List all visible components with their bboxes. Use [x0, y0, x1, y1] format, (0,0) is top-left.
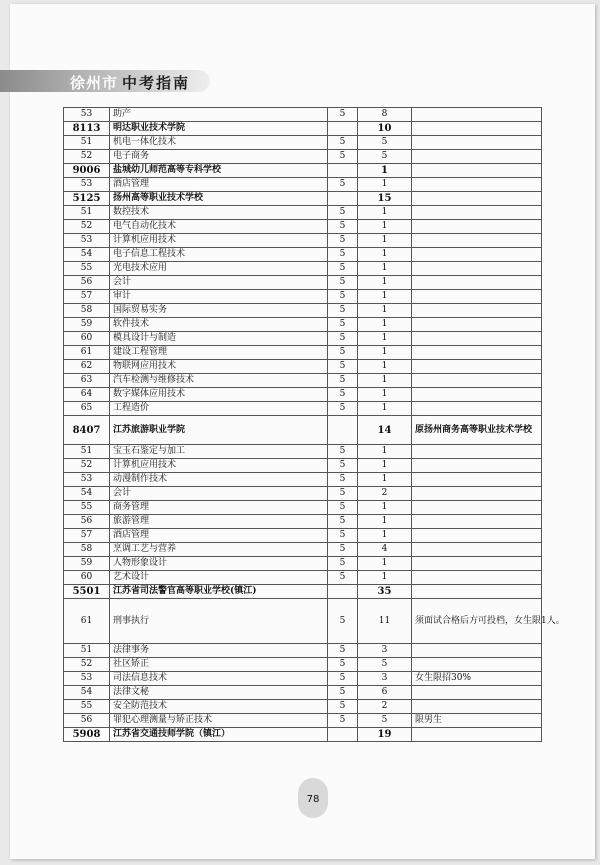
code-cell: 58 — [64, 543, 110, 557]
years-cell: 5 — [328, 332, 358, 346]
remark-cell — [412, 122, 542, 136]
major-row — [64, 543, 542, 557]
plan-count-cell: 1 — [358, 529, 412, 543]
remark-cell — [412, 290, 542, 304]
plan-count-cell: 6 — [358, 686, 412, 700]
code-cell: 51 — [64, 206, 110, 220]
plan-count-cell: 35 — [358, 585, 412, 599]
code-cell: 53 — [64, 178, 110, 192]
code-cell: 8113 — [64, 122, 110, 136]
remark-cell — [412, 136, 542, 150]
plan-count-cell: 3 — [358, 644, 412, 658]
code-cell: 5125 — [64, 192, 110, 206]
major-row — [64, 276, 542, 290]
plan-count-cell: 19 — [358, 728, 412, 742]
years-cell: 5 — [328, 388, 358, 402]
years-cell: 5 — [328, 150, 358, 164]
code-cell: 64 — [64, 388, 110, 402]
remark-cell: 女生限招30% — [412, 672, 542, 686]
code-cell: 60 — [64, 332, 110, 346]
plan-count-cell: 1 — [358, 304, 412, 318]
years-cell: 5 — [328, 248, 358, 262]
major-name-cell: 酒店管理 — [110, 529, 328, 543]
plan-count-cell: 1 — [358, 178, 412, 192]
code-cell: 5908 — [64, 728, 110, 742]
plan-count-cell: 1 — [358, 515, 412, 529]
plan-count-cell: 3 — [358, 672, 412, 686]
major-row — [64, 402, 542, 416]
major-name-cell: 软件技术 — [110, 318, 328, 332]
code-cell: 54 — [64, 686, 110, 700]
school-name-cell: 江苏旅游职业学院 — [110, 416, 328, 445]
major-row — [64, 374, 542, 388]
years-cell: 5 — [328, 220, 358, 234]
major-name-cell: 电子商务 — [110, 150, 328, 164]
major-name-cell: 法律事务 — [110, 644, 328, 658]
years-cell: 5 — [328, 276, 358, 290]
school-row — [64, 192, 542, 206]
major-row — [64, 388, 542, 402]
major-name-cell: 光电技术应用 — [110, 262, 328, 276]
major-name-cell: 数字媒体应用技术 — [110, 388, 328, 402]
plan-count-cell: 2 — [358, 487, 412, 501]
major-name-cell: 动漫制作技术 — [110, 473, 328, 487]
major-row — [64, 473, 542, 487]
major-name-cell: 建设工程管理 — [110, 346, 328, 360]
remark-cell — [412, 332, 542, 346]
plan-count-cell: 5 — [358, 150, 412, 164]
plan-count-cell: 1 — [358, 164, 412, 178]
years-cell: 5 — [328, 459, 358, 473]
years-cell: 5 — [328, 262, 358, 276]
major-row — [64, 150, 542, 164]
years-cell: 5 — [328, 487, 358, 501]
plan-count-cell: 1 — [358, 346, 412, 360]
years-cell: 5 — [328, 473, 358, 487]
major-name-cell: 社区矫正 — [110, 658, 328, 672]
years-cell: 5 — [328, 346, 358, 360]
years-cell: 5 — [328, 136, 358, 150]
code-cell: 55 — [64, 262, 110, 276]
major-name-cell: 商务管理 — [110, 501, 328, 515]
years-cell: 5 — [328, 108, 358, 122]
major-name-cell: 国际贸易实务 — [110, 304, 328, 318]
remark-cell — [412, 686, 542, 700]
major-row — [64, 658, 542, 672]
remark-cell — [412, 164, 542, 178]
plan-count-cell: 1 — [358, 332, 412, 346]
school-name-cell: 盐城幼儿师范高等专科学校 — [110, 164, 328, 178]
code-cell: 52 — [64, 658, 110, 672]
plan-count-cell: 1 — [358, 234, 412, 248]
remark-cell — [412, 473, 542, 487]
major-row — [64, 318, 542, 332]
plan-count-cell: 1 — [358, 248, 412, 262]
major-name-cell: 机电一体化技术 — [110, 136, 328, 150]
major-row — [64, 234, 542, 248]
major-row — [64, 136, 542, 150]
code-cell: 59 — [64, 557, 110, 571]
years-cell: 5 — [328, 360, 358, 374]
plan-count-cell: 1 — [358, 459, 412, 473]
header-title: 徐州市 — [70, 74, 119, 92]
plan-count-cell: 14 — [358, 416, 412, 445]
plan-count-cell: 11 — [358, 599, 412, 644]
major-row — [64, 571, 542, 585]
plan-count-cell: 1 — [358, 445, 412, 459]
code-cell: 54 — [64, 487, 110, 501]
code-cell: 52 — [64, 459, 110, 473]
code-cell: 5501 — [64, 585, 110, 599]
years-cell: 5 — [328, 234, 358, 248]
years-cell: 5 — [328, 304, 358, 318]
code-cell: 51 — [64, 136, 110, 150]
major-name-cell: 旅游管理 — [110, 515, 328, 529]
enrollment-table — [63, 107, 565, 742]
major-row — [64, 672, 542, 686]
code-cell: 58 — [64, 304, 110, 318]
major-row — [64, 304, 542, 318]
major-name-cell: 汽车检测与维修技术 — [110, 374, 328, 388]
years-cell — [328, 122, 358, 136]
years-cell: 5 — [328, 557, 358, 571]
major-row — [64, 714, 542, 728]
years-cell: 5 — [328, 515, 358, 529]
code-cell: 59 — [64, 318, 110, 332]
major-row — [64, 248, 542, 262]
remark-cell: 原扬州商务高等职业技术学校 — [412, 416, 542, 445]
major-name-cell: 审计 — [110, 290, 328, 304]
code-cell: 57 — [64, 529, 110, 543]
plan-count-cell: 1 — [358, 262, 412, 276]
remark-cell: 须面试合格后方可投档，女生限1人。 — [412, 599, 542, 644]
code-cell: 53 — [64, 473, 110, 487]
plan-count-cell: 15 — [358, 192, 412, 206]
major-row — [64, 206, 542, 220]
years-cell — [328, 416, 358, 445]
major-row — [64, 360, 542, 374]
code-cell: 56 — [64, 276, 110, 290]
major-row — [64, 178, 542, 192]
plan-count-cell: 5 — [358, 658, 412, 672]
school-row — [64, 728, 542, 742]
years-cell: 5 — [328, 543, 358, 557]
remark-cell — [412, 234, 542, 248]
remark-cell — [412, 346, 542, 360]
code-cell: 53 — [64, 234, 110, 248]
school-row — [64, 585, 542, 599]
plan-count-cell: 1 — [358, 290, 412, 304]
plan-count-cell: 1 — [358, 557, 412, 571]
years-cell: 5 — [328, 290, 358, 304]
plan-count-cell: 4 — [358, 543, 412, 557]
school-row — [64, 416, 542, 445]
remark-cell — [412, 150, 542, 164]
major-row — [64, 529, 542, 543]
major-name-cell: 模具设计与制造 — [110, 332, 328, 346]
years-cell: 5 — [328, 658, 358, 672]
major-row — [64, 290, 542, 304]
remark-cell — [412, 388, 542, 402]
remark-cell — [412, 501, 542, 515]
years-cell: 5 — [328, 318, 358, 332]
remark-cell — [412, 248, 542, 262]
years-cell: 5 — [328, 178, 358, 192]
code-cell: 56 — [64, 714, 110, 728]
remark-cell — [412, 543, 542, 557]
remark-cell — [412, 220, 542, 234]
major-name-cell: 安全防范技术 — [110, 700, 328, 714]
major-name-cell: 刑事执行 — [110, 599, 328, 644]
remark-cell — [412, 318, 542, 332]
header-logo-text: 中考指南 — [122, 74, 191, 92]
code-cell: 61 — [64, 599, 110, 644]
code-cell: 51 — [64, 445, 110, 459]
plan-count-cell: 10 — [358, 122, 412, 136]
remark-cell — [412, 459, 542, 473]
remark-cell — [412, 557, 542, 571]
school-row — [64, 164, 542, 178]
code-cell: 60 — [64, 571, 110, 585]
major-row — [64, 599, 542, 644]
major-name-cell: 助产 — [110, 108, 328, 122]
years-cell — [328, 164, 358, 178]
plan-count-cell: 1 — [358, 388, 412, 402]
plan-count-cell: 1 — [358, 374, 412, 388]
major-name-cell: 电气自动化技术 — [110, 220, 328, 234]
school-name-cell: 江苏省司法警官高等职业学校(镇江) — [110, 585, 328, 599]
code-cell: 55 — [64, 501, 110, 515]
major-name-cell: 宝玉石鉴定与加工 — [110, 445, 328, 459]
remark-cell — [412, 658, 542, 672]
plan-count-cell: 1 — [358, 571, 412, 585]
code-cell: 57 — [64, 290, 110, 304]
years-cell: 5 — [328, 529, 358, 543]
plan-count-cell: 1 — [358, 402, 412, 416]
years-cell: 5 — [328, 599, 358, 644]
major-name-cell: 人物形象设计 — [110, 557, 328, 571]
code-cell: 9006 — [64, 164, 110, 178]
plan-count-cell: 5 — [358, 136, 412, 150]
code-cell: 63 — [64, 374, 110, 388]
major-row — [64, 700, 542, 714]
major-row — [64, 686, 542, 700]
years-cell: 5 — [328, 700, 358, 714]
remark-cell — [412, 644, 542, 658]
code-cell: 65 — [64, 402, 110, 416]
code-cell: 8407 — [64, 416, 110, 445]
major-row — [64, 346, 542, 360]
remark-cell — [412, 192, 542, 206]
years-cell: 5 — [328, 206, 358, 220]
years-cell — [328, 192, 358, 206]
years-cell: 5 — [328, 374, 358, 388]
remark-cell — [412, 108, 542, 122]
remark-cell: 限男生 — [412, 714, 542, 728]
plan-count-cell: 1 — [358, 501, 412, 515]
years-cell — [328, 585, 358, 599]
major-row — [64, 332, 542, 346]
code-cell: 52 — [64, 220, 110, 234]
remark-cell — [412, 585, 542, 599]
plan-count-cell: 1 — [358, 318, 412, 332]
remark-cell — [412, 360, 542, 374]
major-row — [64, 515, 542, 529]
major-name-cell: 工程造价 — [110, 402, 328, 416]
remark-cell — [412, 206, 542, 220]
plan-count-cell: 1 — [358, 220, 412, 234]
major-name-cell: 罪犯心理测量与矫正技术 — [110, 714, 328, 728]
plan-count-cell: 8 — [358, 108, 412, 122]
major-row — [64, 220, 542, 234]
plan-count-cell: 1 — [358, 473, 412, 487]
remark-cell — [412, 487, 542, 501]
plan-count-cell: 1 — [358, 206, 412, 220]
major-row — [64, 459, 542, 473]
years-cell: 5 — [328, 501, 358, 515]
years-cell — [328, 728, 358, 742]
plan-count-cell: 5 — [358, 714, 412, 728]
code-cell: 54 — [64, 248, 110, 262]
major-name-cell: 司法信息技术 — [110, 672, 328, 686]
major-name-cell: 烹调工艺与营养 — [110, 543, 328, 557]
code-cell: 53 — [64, 672, 110, 686]
major-name-cell: 数控技术 — [110, 206, 328, 220]
major-row — [64, 501, 542, 515]
remark-cell — [412, 571, 542, 585]
code-cell: 55 — [64, 700, 110, 714]
remark-cell — [412, 529, 542, 543]
remark-cell — [412, 304, 542, 318]
plan-count-cell: 1 — [358, 360, 412, 374]
school-name-cell: 扬州高等职业技术学校 — [110, 192, 328, 206]
years-cell: 5 — [328, 571, 358, 585]
remark-cell — [412, 515, 542, 529]
remark-cell — [412, 262, 542, 276]
code-cell: 56 — [64, 515, 110, 529]
major-name-cell: 电子信息工程技术 — [110, 248, 328, 262]
major-name-cell: 物联网应用技术 — [110, 360, 328, 374]
major-name-cell: 会计 — [110, 276, 328, 290]
major-name-cell: 会计 — [110, 487, 328, 501]
plan-count-cell: 2 — [358, 700, 412, 714]
major-row — [64, 487, 542, 501]
remark-cell — [412, 728, 542, 742]
major-name-cell: 艺术设计 — [110, 571, 328, 585]
years-cell: 5 — [328, 402, 358, 416]
major-row — [64, 644, 542, 658]
years-cell: 5 — [328, 672, 358, 686]
code-cell: 51 — [64, 644, 110, 658]
page-number: 78 — [298, 778, 328, 818]
school-row — [64, 122, 542, 136]
remark-cell — [412, 700, 542, 714]
code-cell: 53 — [64, 108, 110, 122]
code-cell: 52 — [64, 150, 110, 164]
years-cell: 5 — [328, 714, 358, 728]
major-row — [64, 262, 542, 276]
major-name-cell: 酒店管理 — [110, 178, 328, 192]
major-name-cell: 计算机应用技术 — [110, 234, 328, 248]
remark-cell — [412, 374, 542, 388]
remark-cell — [412, 276, 542, 290]
major-row — [64, 445, 542, 459]
remark-cell — [412, 402, 542, 416]
major-row — [64, 557, 542, 571]
major-name-cell: 法律文秘 — [110, 686, 328, 700]
school-name-cell: 明达职业技术学院 — [110, 122, 328, 136]
major-name-cell: 计算机应用技术 — [110, 459, 328, 473]
school-name-cell: 江苏省交通技师学院（镇江） — [110, 728, 328, 742]
years-cell: 5 — [328, 445, 358, 459]
code-cell: 62 — [64, 360, 110, 374]
remark-cell — [412, 178, 542, 192]
years-cell: 5 — [328, 644, 358, 658]
plan-count-cell: 1 — [358, 276, 412, 290]
major-row — [64, 108, 542, 122]
remark-cell — [412, 445, 542, 459]
years-cell: 5 — [328, 686, 358, 700]
code-cell: 61 — [64, 346, 110, 360]
